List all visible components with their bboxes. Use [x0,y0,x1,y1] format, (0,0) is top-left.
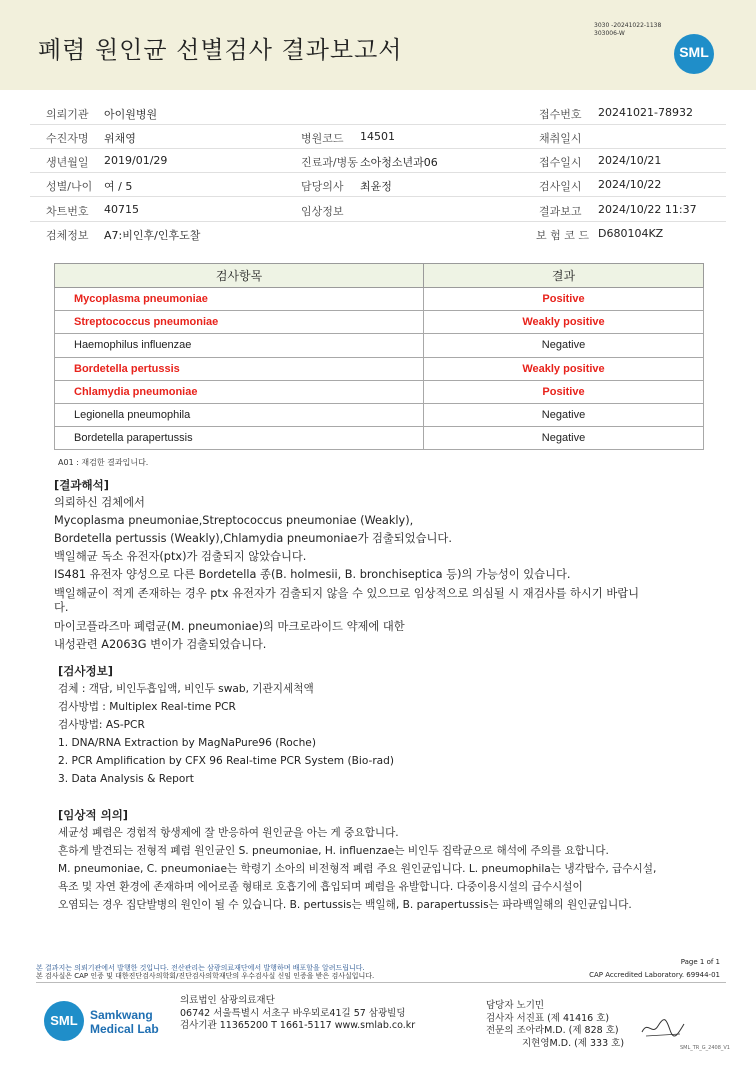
test-item: Mycoplasma pneumoniae [55,288,424,311]
test-info-title: [검사정보] [58,664,113,678]
insurance-label: 보 험 코 드 [536,229,589,242]
test-result: Weakly positive [424,357,704,380]
report-title: 폐렴 원인균 선별검사 결과보고서 [38,36,403,64]
table-row [55,334,704,357]
chart-value: 40715 [104,203,139,216]
lab-address [180,995,415,1033]
interpretation-line: 다. [54,601,69,614]
receipt-no-label: 접수번호 [539,108,582,121]
clinical-significance-line: 흔하게 발견되는 전형적 폐렴 원인균인 S. pneumoniae, H. influenzae는 비인두 집락균으로 해석에 주의를 요합니다. [58,845,609,857]
sml-logo-text: SML [679,44,709,60]
received-value: 2024/10/21 [598,154,662,167]
receipt-no-value: 20241021-78932 [598,106,693,119]
insurance-value: D680104KZ [598,227,664,240]
header-item: 검사항목 [55,264,424,288]
tested-label: 검사일시 [539,180,582,193]
birth-label: 생년월일 [46,156,89,169]
test-info-line: 1. DNA/RNA Extraction by MagNaPure96 (Roche) [58,737,316,749]
footer-divider [36,982,726,983]
interpretation-line: 백일해균이 적게 존재하는 경우 ptx 유전자가 검출되지 않을 수 있으므로 임상적으로 의심될 시 재검사를 하시기 바랍니 [54,587,640,600]
staff-line: 담당자 노기민 [486,1000,545,1011]
brand-line-2: Medical Lab [90,1022,159,1036]
doctor-value: 최윤정 [360,180,392,193]
test-result: Positive [424,288,704,311]
clinical-significance-line: 욕조 및 자연 환경에 존재하며 에어로졸 형태로 호흡기에 흡입되며 폐렴을 유발합니다. 다중이용시설의 급수시설이 [58,881,583,893]
examinee-value: 위채영 [104,132,136,145]
table-row [55,427,704,450]
clinical-significance-line: 오염되는 경우 집단발병의 원인이 될 수 있습니다. B. pertussis는 백일해, B. parapertussis는 파라백일해의 원인균입니다. [58,899,632,911]
document-code-line-1: 3030 -20241022-1138 [594,22,662,29]
results-table [54,263,704,450]
birth-value: 2019/01/29 [104,154,168,167]
interpretation-line: Mycoplasma pneumoniae,Streptococcus pneumoniae (Weakly), [54,514,414,527]
interpretation-title: [결과해석] [54,478,109,492]
test-item: Bordetella pertussis [55,357,424,380]
address-line: 06742 서울특별시 서초구 바우뫼로41길 57 삼광빌딩 [180,1007,406,1019]
test-result: Negative [424,334,704,357]
test-result: Negative [424,427,704,450]
brand-line-1: Samkwang [90,1008,153,1022]
test-item: Legionella pneumophila [55,403,424,426]
test-info-line: 3. Data Analysis & Report [58,773,194,785]
interpretation-line: 마이코플라즈마 폐렴균(M. pneumoniae)의 마크로라이드 약제에 대한 [54,620,405,633]
doctor-label: 담당의사 [301,180,344,193]
form-version: SML_TR_G_2408_V1 [679,1045,730,1051]
reported-value: 2024/10/22 11:37 [598,203,697,216]
interpretation-section [54,476,639,654]
test-result: Positive [424,380,704,403]
chart-label: 차트번호 [46,205,89,218]
test-info-line: 검체 : 객담, 비인두흡입액, 비인두 swab, 기관지세척액 [58,683,314,695]
test-item: Bordetella parapertussis [55,427,424,450]
staff-line: 전문의 조아라M.D. (제 828 호) [486,1025,619,1036]
interpretation-line: 백일해균 독소 유전자(ptx)가 검출되지 않았습니다. [54,550,307,563]
clinical-significance-section [58,806,656,914]
interpretation-line: Bordetella pertussis (Weakly),Chlamydia pneumoniae가 검출되었습니다. [54,532,452,545]
tested-value: 2024/10/22 [598,178,662,191]
clinical-significance-line: M. pneumoniae, C. pneumoniae는 학령기 소아의 비전형적 폐렴 주요 원인균입니다. L. pneumophila는 냉각탑수, 급수시설, [58,863,657,875]
divider [30,221,726,222]
table-row [55,288,704,311]
table-row [55,403,704,426]
test-item: Haemophilus influenzae [55,334,424,357]
sex-age-value: 여 / 5 [104,180,133,193]
staff-list [486,1000,624,1050]
test-info-line: 검사방법: AS-PCR [58,719,145,731]
interpretation-line: IS481 유전자 양성으로 다른 Bordetella 종(B. holmesii, B. bronchiseptica 등)의 가능성이 있습니다. [54,568,571,581]
document-code-line-2: 303006-W [594,30,625,37]
sex-age-label: 성별/나이 [46,180,93,193]
page-number: Page 1 of 1 [680,958,720,966]
test-info-section [58,662,394,788]
dept-label: 진료과/병동 [301,156,358,169]
test-result: Weakly positive [424,311,704,334]
document-code [594,22,661,38]
divider [30,124,726,125]
test-info-line: 2. PCR Amplification by CFX 96 Real-time PCR System (Bio-rad) [58,755,395,767]
reported-label: 결과보고 [539,205,582,218]
examinee-label: 수진자명 [46,132,89,145]
collection-date-label: 채취일시 [539,132,582,145]
interpretation-line: 의뢰하신 검체에서 [54,496,145,509]
table-header-row [55,264,704,288]
interpretation-line: 내성관련 A2063G 변이가 검출되었습니다. [54,638,267,651]
header-result: 결과 [424,264,704,288]
footer-notice-2: 본 검사실은 CAP 인증 및 대한진단검사의학회/진단검사의학재단의 우수검사실 신임 인증을 받은 검사실입니다. [36,972,375,980]
specimen-label: 검체정보 [46,229,89,242]
divider [30,148,726,149]
address-line: 의료법인 삼광의료재단 [180,995,275,1006]
hospital-code-value: 14501 [360,130,395,143]
divider [30,172,726,173]
institution-label: 의뢰기관 [46,108,89,121]
signature-icon [640,1014,686,1040]
test-item: Streptococcus pneumoniae [55,311,424,334]
test-item: Chlamydia pneumoniae [55,380,424,403]
test-info-line: 검사방법 : Multiplex Real-time PCR [58,701,236,713]
clinical-significance-title: [임상적 의의] [58,808,129,822]
footer-notice-1: 본 결과지는 의뢰기관에서 발행한 것입니다. 전산관리는 삼광의료재단에서 발행하며 배포할을 알려드립니다. [36,964,365,972]
brand-name [90,1008,159,1036]
hospital-code-label: 병원코드 [301,132,344,145]
table-row [55,311,704,334]
test-result: Negative [424,403,704,426]
received-label: 접수일시 [539,156,582,169]
table-row [55,357,704,380]
clinical-significance-line: 세균성 폐렴은 경험적 항생제에 잘 반응하여 원인균을 아는 게 중요합니다. [58,827,399,839]
institution-value: 아이원병원 [104,108,158,121]
clinical-label: 임상정보 [301,205,344,218]
sml-footer-logo-text: SML [50,1013,78,1028]
dept-value: 소아청소년과06 [360,156,438,169]
cap-accreditation: CAP Accredited Laboratory. 69944-01 [589,971,720,979]
address-line: 검사기관 11365200 T 1661-5117 www.smlab.co.kr [180,1020,416,1031]
staff-line: 지현영M.D. (제 333 호) [522,1037,625,1049]
divider [30,196,726,197]
table-row [55,380,704,403]
staff-line: 검사자 서진표 (제 41416 호) [486,1012,610,1024]
retest-note: A01 : 재검한 결과입니다. [58,458,149,467]
specimen-value: A7:비인후/인후도찰 [104,229,201,242]
